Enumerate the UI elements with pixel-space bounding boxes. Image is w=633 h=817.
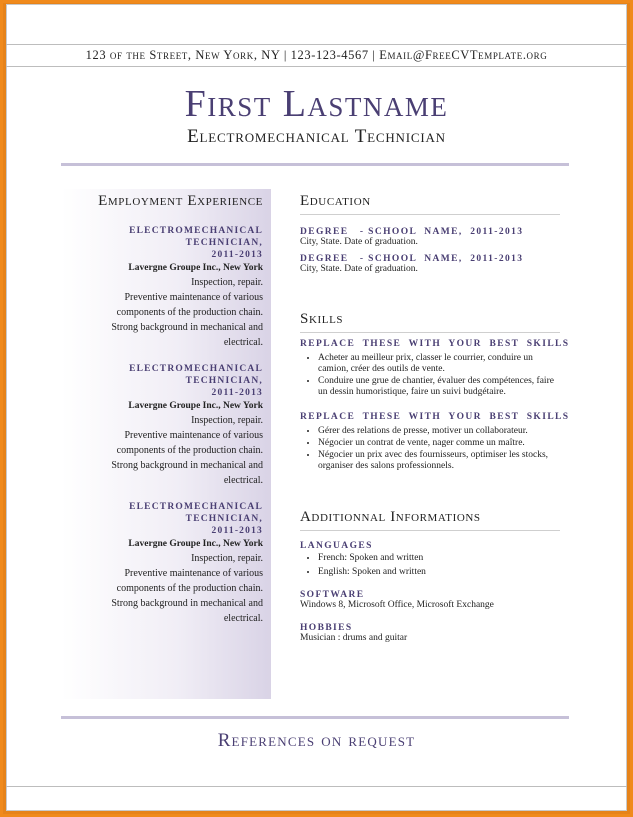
job-dates: 2011-2013: [211, 250, 263, 260]
skill-item: • Conduire une grue de chantier, évaluer des compétences, faire un dessin humoristique, faire un suivi budgétaire.: [318, 376, 562, 398]
language-item: • English: Spoken and written: [318, 567, 562, 578]
degree-title: DEGREE - SCHOOL NAME, 2011-2013: [300, 254, 524, 264]
job-line: components of the production chain.: [116, 583, 263, 594]
job-line: Strong background in mechanical and: [111, 460, 263, 471]
degree-title: DEGREE - SCHOOL NAME, 2011-2013: [300, 227, 524, 237]
job-line: Strong background in mechanical and: [111, 322, 263, 333]
education-entry: [300, 227, 560, 248]
languages-list: [300, 553, 562, 578]
job-line: Preventive maintenance of various: [124, 568, 263, 579]
additional-heading: Additionnal Informations: [300, 509, 481, 525]
education-section: [300, 193, 560, 275]
job-company: Lavergne Groupe Inc., New York: [128, 263, 263, 273]
employment-column: [61, 189, 271, 699]
job-line: electrical.: [223, 613, 263, 624]
skill-item: • Négocier un prix avec des fournisseurs, optimiser les stocks, organiser des salons professionnels.: [318, 450, 562, 472]
candidate-title: Electromechanical Technician: [187, 126, 446, 147]
degree-detail: City, State. Date of graduation.: [300, 264, 418, 274]
job-entry: [63, 501, 263, 626]
job-line: components of the production chain.: [116, 445, 263, 456]
job-entry: [63, 225, 263, 350]
hobbies-title: HOBBIES: [300, 623, 353, 633]
education-entry: [300, 254, 560, 275]
additional-rule: [300, 530, 560, 531]
job-line: components of the production chain.: [116, 307, 263, 318]
candidate-name: First Lastname: [184, 83, 449, 125]
skill-item: • Négocier un contrat de vente, nager comme un maître.: [318, 438, 562, 449]
degree-detail: City, State. Date of graduation.: [300, 237, 418, 247]
job-entry: [63, 363, 263, 488]
skills-section: [300, 311, 570, 473]
job-line: electrical.: [223, 475, 263, 486]
language-item: • French: Spoken and written: [318, 553, 562, 564]
job-title: ELECTROMECHANICAL: [129, 364, 263, 374]
software-title: SOFTWARE: [300, 590, 365, 600]
job-dates: 2011-2013: [211, 388, 263, 398]
additional-section: [300, 509, 562, 644]
job-line: Inspection, repair.: [191, 553, 263, 564]
header-accent-rule: [61, 163, 569, 166]
job-line: electrical.: [223, 337, 263, 348]
skills-group-title: REPLACE THESE WITH YOUR BEST SKILLS: [300, 412, 570, 422]
job-title: ELECTROMECHANICAL: [129, 502, 263, 512]
top-divider: [6, 44, 627, 45]
employment-heading: Employment Experience: [98, 193, 263, 209]
job-company: Lavergne Groupe Inc., New York: [128, 539, 263, 549]
skills-list: [300, 426, 562, 472]
job-company: Lavergne Groupe Inc., New York: [128, 401, 263, 411]
job-line: Preventive maintenance of various: [124, 430, 263, 441]
bottom-divider: [6, 786, 627, 787]
job-title: TECHNICIAN,: [185, 238, 263, 248]
education-rule: [300, 214, 560, 215]
contact-divider: [6, 66, 627, 67]
job-line: Inspection, repair.: [191, 415, 263, 426]
skill-item: • Gérer des relations de presse, motiver un collaborateur.: [318, 426, 562, 437]
contact-line: 123 of the Street, New York, NY | 123-123-4567 | Email@FreeCVTemplate.org: [85, 48, 548, 62]
job-dates: 2011-2013: [211, 526, 263, 536]
skills-rule: [300, 332, 560, 333]
job-line: Preventive maintenance of various: [124, 292, 263, 303]
footer-accent-rule: [61, 716, 569, 719]
job-line: Inspection, repair.: [191, 277, 263, 288]
hobbies-detail: Musician : drums and guitar: [300, 633, 408, 643]
skills-group-title: REPLACE THESE WITH YOUR BEST SKILLS: [300, 339, 570, 349]
job-title: ELECTROMECHANICAL: [129, 226, 263, 236]
references-note: References on request: [217, 730, 416, 751]
skill-item: • Acheter au meilleur prix, classer le courrier, conduire un camion, créer des outils de vente.: [318, 353, 562, 375]
skills-list: [300, 353, 562, 398]
job-title: TECHNICIAN,: [185, 376, 263, 386]
languages-title: LANGUAGES: [300, 541, 373, 551]
job-line: Strong background in mechanical and: [111, 598, 263, 609]
resume-page: [6, 4, 627, 811]
education-heading: Education: [300, 193, 371, 209]
job-title: TECHNICIAN,: [185, 514, 263, 524]
skills-heading: Skills: [300, 311, 344, 327]
software-detail: Windows 8, Microsoft Office, Microsoft Exchange: [300, 600, 494, 610]
